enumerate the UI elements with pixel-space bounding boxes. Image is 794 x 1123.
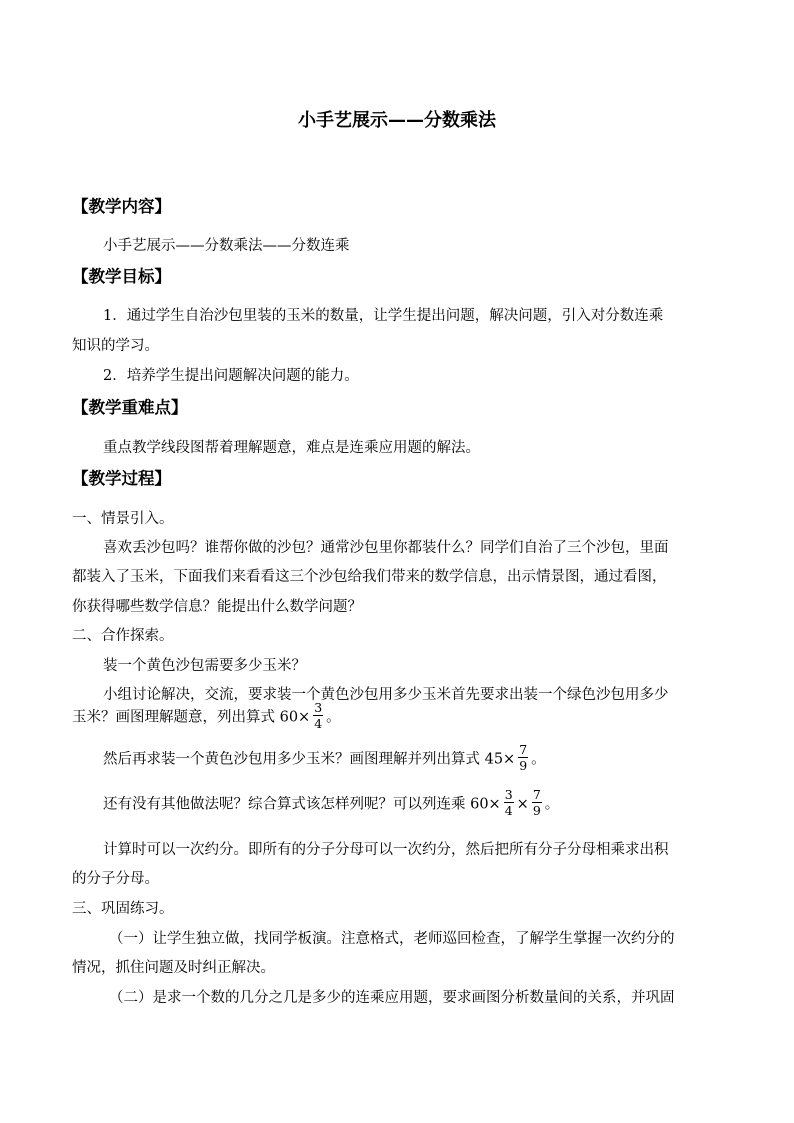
fraction-denominator: 9	[519, 758, 528, 774]
fraction-3-4	[504, 788, 514, 817]
period: 。	[326, 709, 341, 726]
part-3-line-2: 情况，抓住问题及时纠正解决。	[72, 960, 275, 976]
part-2-line-4-text: 还有没有其他做法呢？综合算式该怎样列呢？可以列连乘 60×	[103, 796, 501, 813]
times-sign: ×	[516, 796, 529, 813]
heading-key-points: 【教学重难点】	[72, 398, 188, 417]
part-2-line-4	[103, 787, 560, 819]
part-3-title: 三、巩固练习。	[72, 901, 174, 917]
part-2-line-5: 计算时可以一次约分。即所有的分子分母可以一次约分，然后把所有分子分母相乘求出积	[103, 842, 669, 858]
goal-item-1-line-2: 知识的学习。	[72, 338, 159, 354]
part-2-title: 二、合作探索。	[72, 628, 174, 644]
part-2-line-3	[103, 742, 546, 774]
key-points-text: 重点教学线段图帮着理解题意，难点是连乘应用题的解法。	[103, 440, 480, 456]
part-2-question: 装一个黄色沙包需要多少玉米？	[103, 658, 306, 674]
part-3-line-3: （二）是求一个数的几分之几是多少的连乘应用题，要求画图分析数量间的关系，并巩固	[109, 990, 675, 1006]
part-3-line-1: （一）让学生独立做，找同学板演。注意格式，老师巡回检查，了解学生掌握一次约分的	[109, 931, 675, 947]
fraction-denominator: 4	[504, 803, 513, 819]
part-1-line-3: 你获得哪些数学信息？能提出什么数学问题？	[72, 599, 362, 615]
fraction-numerator: 7	[532, 787, 541, 802]
part-1-line-2: 都装入了玉米，下面我们来看看这三个沙包给我们带来的数学信息，出示情景图，通过看图，	[72, 569, 667, 585]
part-2-line-2-text: 玉米？画图理解题意，列出算式 60×	[72, 709, 311, 726]
fraction-numerator: 7	[519, 742, 528, 757]
goal-item-2: 2．培养学生提出问题解决问题的能力。	[103, 368, 359, 384]
fraction-3-4	[313, 701, 323, 730]
period: 。	[544, 796, 560, 813]
heading-teaching-content: 【教学内容】	[72, 197, 171, 216]
part-1-line-1: 喜欢丢沙包吗？谁帮你做的沙包？通常沙包里你都装什么？同学们自治了三个沙包，里面	[103, 540, 669, 556]
period: 。	[531, 751, 546, 768]
heading-teaching-process: 【教学过程】	[72, 469, 171, 488]
fraction-numerator: 3	[314, 700, 323, 715]
heading-teaching-goals: 【教学目标】	[72, 267, 171, 286]
part-2-line-1: 小组讨论解决，交流，要求装一个黄色沙包用多少玉米首先要求出装一个绿色沙包用多少	[103, 687, 669, 703]
fraction-numerator: 3	[504, 787, 513, 802]
document-title: 小手艺展示——分数乘法	[298, 110, 496, 131]
part-1-title: 一、情景引入。	[72, 511, 174, 527]
part-2-line-2	[72, 700, 341, 732]
part-2-line-6: 的分子分母。	[72, 871, 159, 887]
part-2-line-3-text: 然后再求装一个黄色沙包用多少玉米？画图理解并列出算式 45×	[103, 751, 516, 768]
goal-item-1-line-1: 1．通过学生自治沙包里装的玉米的数量，让学生提出问题，解决问题，引入对分数连乘	[103, 308, 664, 324]
teaching-content-text: 小手艺展示——分数乘法——分数连乘	[103, 238, 350, 254]
fraction-7-9	[532, 788, 542, 817]
fraction-7-9	[518, 743, 528, 772]
fraction-denominator: 9	[532, 803, 541, 819]
fraction-denominator: 4	[314, 716, 323, 732]
